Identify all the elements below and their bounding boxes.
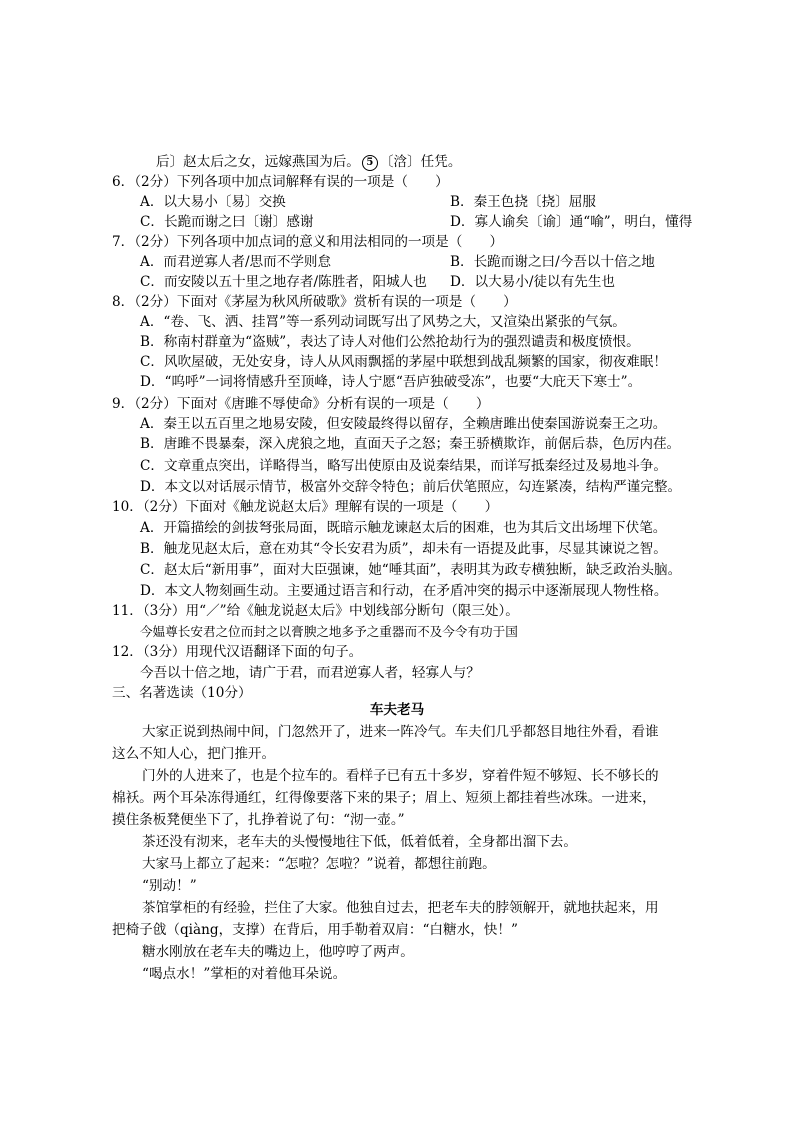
q8-option-c: C．风吹屋破，无处安身，诗人从风雨飘摇的茅屋中联想到战乱频繁的国家，彻夜难眠！ [140, 354, 667, 370]
note-text-1: 后〕赵太后之女，远嫁燕国为后。 [156, 154, 360, 170]
q6-stem: 6．（2分）下列各项中加点词解释有误的一项是（ ） [112, 174, 449, 190]
passage-note-line [156, 152, 461, 172]
q10-option-b: B．触龙见赵太后，意在劝其“令长安君为质”，却未有一语提及此事，尽显其谏说之智。 [140, 541, 667, 557]
q12-stem: 12．（3分）用现代汉语翻译下面的句子。 [112, 644, 363, 660]
q10-option-c: C．赵太后“新用事”，面对大臣强谏，她“唾其面”，表明其为政专横独断，缺乏政治头脑。 [140, 562, 682, 578]
q9-stem: 9．（2分）下面对《唐雎不辱使命》分析有误的一项是（ ） [112, 396, 490, 412]
section-heading: 三、名著选读（10分） [112, 685, 252, 701]
q6-option-b: B．秦王色挠〔挠〕屈服 [450, 194, 596, 210]
circled-number: 5 [362, 155, 378, 171]
story-title: 车夫老马 [369, 702, 425, 718]
q12-passage: 今吾以十倍之地，请广于君，而君逆寡人者，轻寡人与？ [140, 665, 480, 681]
q9-option-d: D．本文以对话展示情节，极富外交辞令特色；前后伏笔照应，勾连紧凑，结构严谨完整。 [140, 479, 682, 495]
story-paragraph-2-cont2: 摸住条板凳便坐下了，扎挣着说了句：“沏一壶。” [112, 812, 405, 828]
q10-option-a: A．开篇描绘的剑拔弩张局面，既暗示触龙谏赵太后的困难，也为其后文出场埋下伏笔。 [140, 520, 667, 536]
story-paragraph-4: 大家马上都立了起来：“怎啦？怎啦？”说着，都想往前跑。 [142, 856, 496, 872]
q7-option-d: D．以大易小/徒以有先生也 [450, 274, 616, 290]
q8-stem: 8．（2分）下面对《茅屋为秋风所破歌》赏析有误的一项是（ ） [112, 294, 517, 310]
q8-option-b: B．称南村群童为“盗贼”，表达了诗人对他们公然抢劫行为的强烈谴责和极度愤恨。 [140, 334, 640, 350]
q9-option-c: C．文章重点突出，详略得当，略写出使原由及说秦结果，而详写抵秦经过及易地斗争。 [140, 458, 667, 474]
q7-stem: 7．（2分）下列各项中加点词的意义和用法相同的一项是（ ） [112, 234, 504, 250]
q10-option-d: D．本文人物刻画生动。主要通过语言和行动，在矛盾冲突的揭示中逐渐展现人物性格。 [140, 583, 668, 599]
story-paragraph-6-cont: 把椅子戗（qiàng，支撑）在背后，用手勒着双肩：“白糖水，快！” [112, 922, 518, 938]
q6-option-c: C．长跪而谢之曰〔谢〕感谢 [140, 214, 314, 230]
q8-option-a: A．“卷、飞、洒、挂罥”等一系列动词既写出了风势之大，又渲染出紧张的气氛。 [140, 314, 626, 330]
story-paragraph-5: “别动！” [142, 878, 197, 894]
q8-option-d: D．“呜呼”一词将情感升至顶峰，诗人宁愿“吾庐独破受冻”，也要“大庇天下寒士”。 [140, 374, 642, 390]
q7-option-a: A．而君逆寡人者/思而不学则怠 [140, 254, 332, 270]
story-paragraph-2-cont: 棉袄。两个耳朵冻得通红，红得像要落下来的果子；眉上、短须上都挂着些冰珠。一进来， [112, 790, 656, 806]
story-paragraph-2: 门外的人进来了，也是个拉车的。看样子已有五十多岁，穿着件短不够短、长不够长的 [142, 768, 659, 784]
q10-stem: 10．（2分）下面对《触龙说赵太后》理解有误的一项是（ ） [112, 499, 499, 515]
q6-option-d: D．寡人谕矣〔谕〕通“喻”，明白，懂得 [450, 214, 693, 230]
q6-option-a: A．以大易小〔易〕交换 [140, 194, 286, 210]
q7-option-c: C．而安陵以五十里之地存者/陈胜者，阳城人也 [140, 274, 427, 290]
q11-stem: 11．（3分）用“／”给《触龙说赵太后》中划线部分断句（限三处）。 [112, 603, 519, 619]
story-paragraph-3: 茶还没有沏来，老车夫的头慢慢地往下低，低着低着，全身都出溜下去。 [142, 834, 577, 850]
q9-option-a: A．秦王以五百里之地易安陵，但安陵最终得以留存，全赖唐雎出使秦国游说秦王之功。 [140, 416, 667, 432]
q11-passage: 今媪尊长安君之位而封之以膏腴之地多予之重器而不及今令有功于国 [140, 624, 518, 639]
story-paragraph-6: 茶馆掌柜的有经验，拦住了大家。他独自过去，把老车夫的脖领解开，就地扶起来，用 [142, 900, 659, 916]
q7-option-b: B．长跪而谢之曰/今吾以十倍之地 [450, 254, 655, 270]
story-paragraph-1-cont: 这么不知人心，把门推开。 [112, 746, 276, 762]
story-paragraph-7: 糖水刚放在老车夫的嘴边上，他哼哼了两声。 [142, 944, 414, 960]
q9-option-b: B．唐雎不畏暴秦，深入虎狼之地，直面天子之怒；秦王骄横欺诈，前倨后恭，色厉内荏。 [140, 436, 681, 452]
story-paragraph-8: “喝点水！”掌柜的对着他耳朵说。 [142, 966, 347, 982]
story-paragraph-1: 大家正说到热闹中间，门忽然开了，进来一阵冷气。车夫们几乎都怒目地往外看，看谁 [142, 724, 659, 740]
note-text-2: 〔浛〕任凭。 [379, 154, 462, 170]
